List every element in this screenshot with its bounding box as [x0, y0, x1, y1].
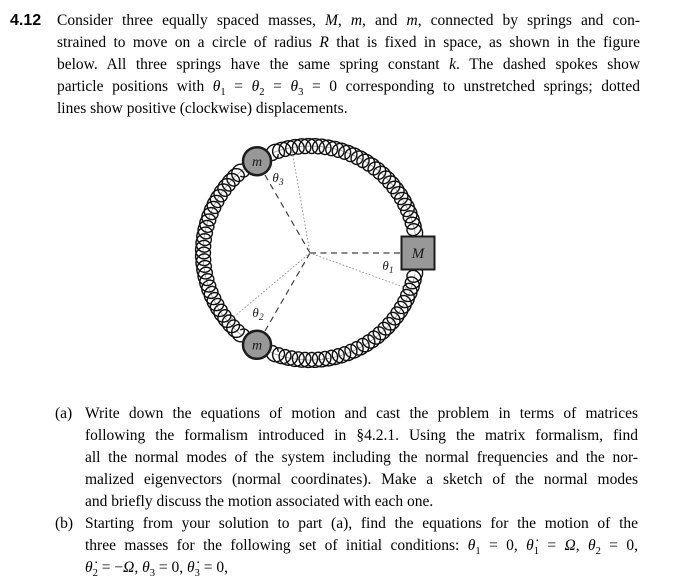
part-a-line: all the normal modes of the system including the normal frequencies and the nor- — [85, 449, 638, 466]
mass-label-m: m — [251, 338, 263, 354]
angle-label-theta3: $\theta_3$ — [272, 170, 284, 188]
part-a-line: following the formalism introduced in §4.2.1. Using the matrix formalism, find — [85, 427, 638, 444]
mass-label-M: M — [411, 246, 425, 263]
part-a — [55, 403, 640, 513]
part-b — [55, 513, 640, 579]
statement-line: strained to move on a circle of radius R that is fixed in space, as shown in the figure — [57, 34, 640, 51]
part-b-line: $\thetȧ_2 = -\Omega$, $\theta_3 = 0$, $\thetȧ_3 = 0$, — [85, 559, 228, 580]
part-a-label: (a) — [55, 405, 73, 422]
spring-coil — [266, 264, 422, 367]
statement-line: particle positions with $\theta_1 = \theta_2 = \theta_3 = 0$ corresponding to unstretched springs; dotted — [57, 78, 640, 99]
displaced-position-dotted — [291, 148, 310, 253]
mass-label-m: m — [251, 154, 263, 170]
displaced-position-dotted — [228, 253, 310, 322]
equilibrium-spoke-dashed — [265, 174, 311, 253]
part-a-text — [85, 403, 638, 513]
problem-number: 4.12 — [10, 12, 42, 29]
figure-three-masses-on-spring-circle — [180, 133, 440, 373]
statement-line: Consider three equally spaced masses, M, m, and m, connected by springs and con- — [57, 12, 641, 29]
part-b-line: three masses for the following set of initial conditions: $\theta_1 = 0$, $\thetȧ_1 = \Omega$, $\theta_2 = 0$, — [85, 537, 638, 558]
problem-parts — [55, 403, 640, 579]
displaced-position-dotted — [310, 253, 411, 290]
statement-line: lines show positive (clockwise) displacements. — [57, 100, 348, 117]
part-a-line: malized eigenvectors (normal coordinates). Make a sketch of the normal modes — [85, 471, 638, 488]
spring-coil — [266, 139, 422, 242]
angle-label-theta1: $\theta_1$ — [382, 258, 394, 276]
part-b-label: (b) — [55, 515, 74, 532]
part-a-line: and briefly discuss the motion associated with each one. — [85, 493, 434, 510]
equilibrium-spoke-dashed — [265, 253, 311, 332]
part-a-line: Write down the equations of motion and cast the problem in terms of matrices — [85, 405, 638, 422]
statement-line: below. All three springs have the same spring constant k. The dashed spokes show — [57, 56, 641, 73]
problem-statement — [57, 10, 640, 120]
part-b-text — [85, 513, 638, 579]
angle-label-theta2: $\theta_2$ — [252, 305, 264, 323]
part-b-line: Starting from your solution to part (a), find the equations for the motion of the — [85, 515, 638, 532]
masses-springs-circle-diagram — [180, 133, 440, 373]
